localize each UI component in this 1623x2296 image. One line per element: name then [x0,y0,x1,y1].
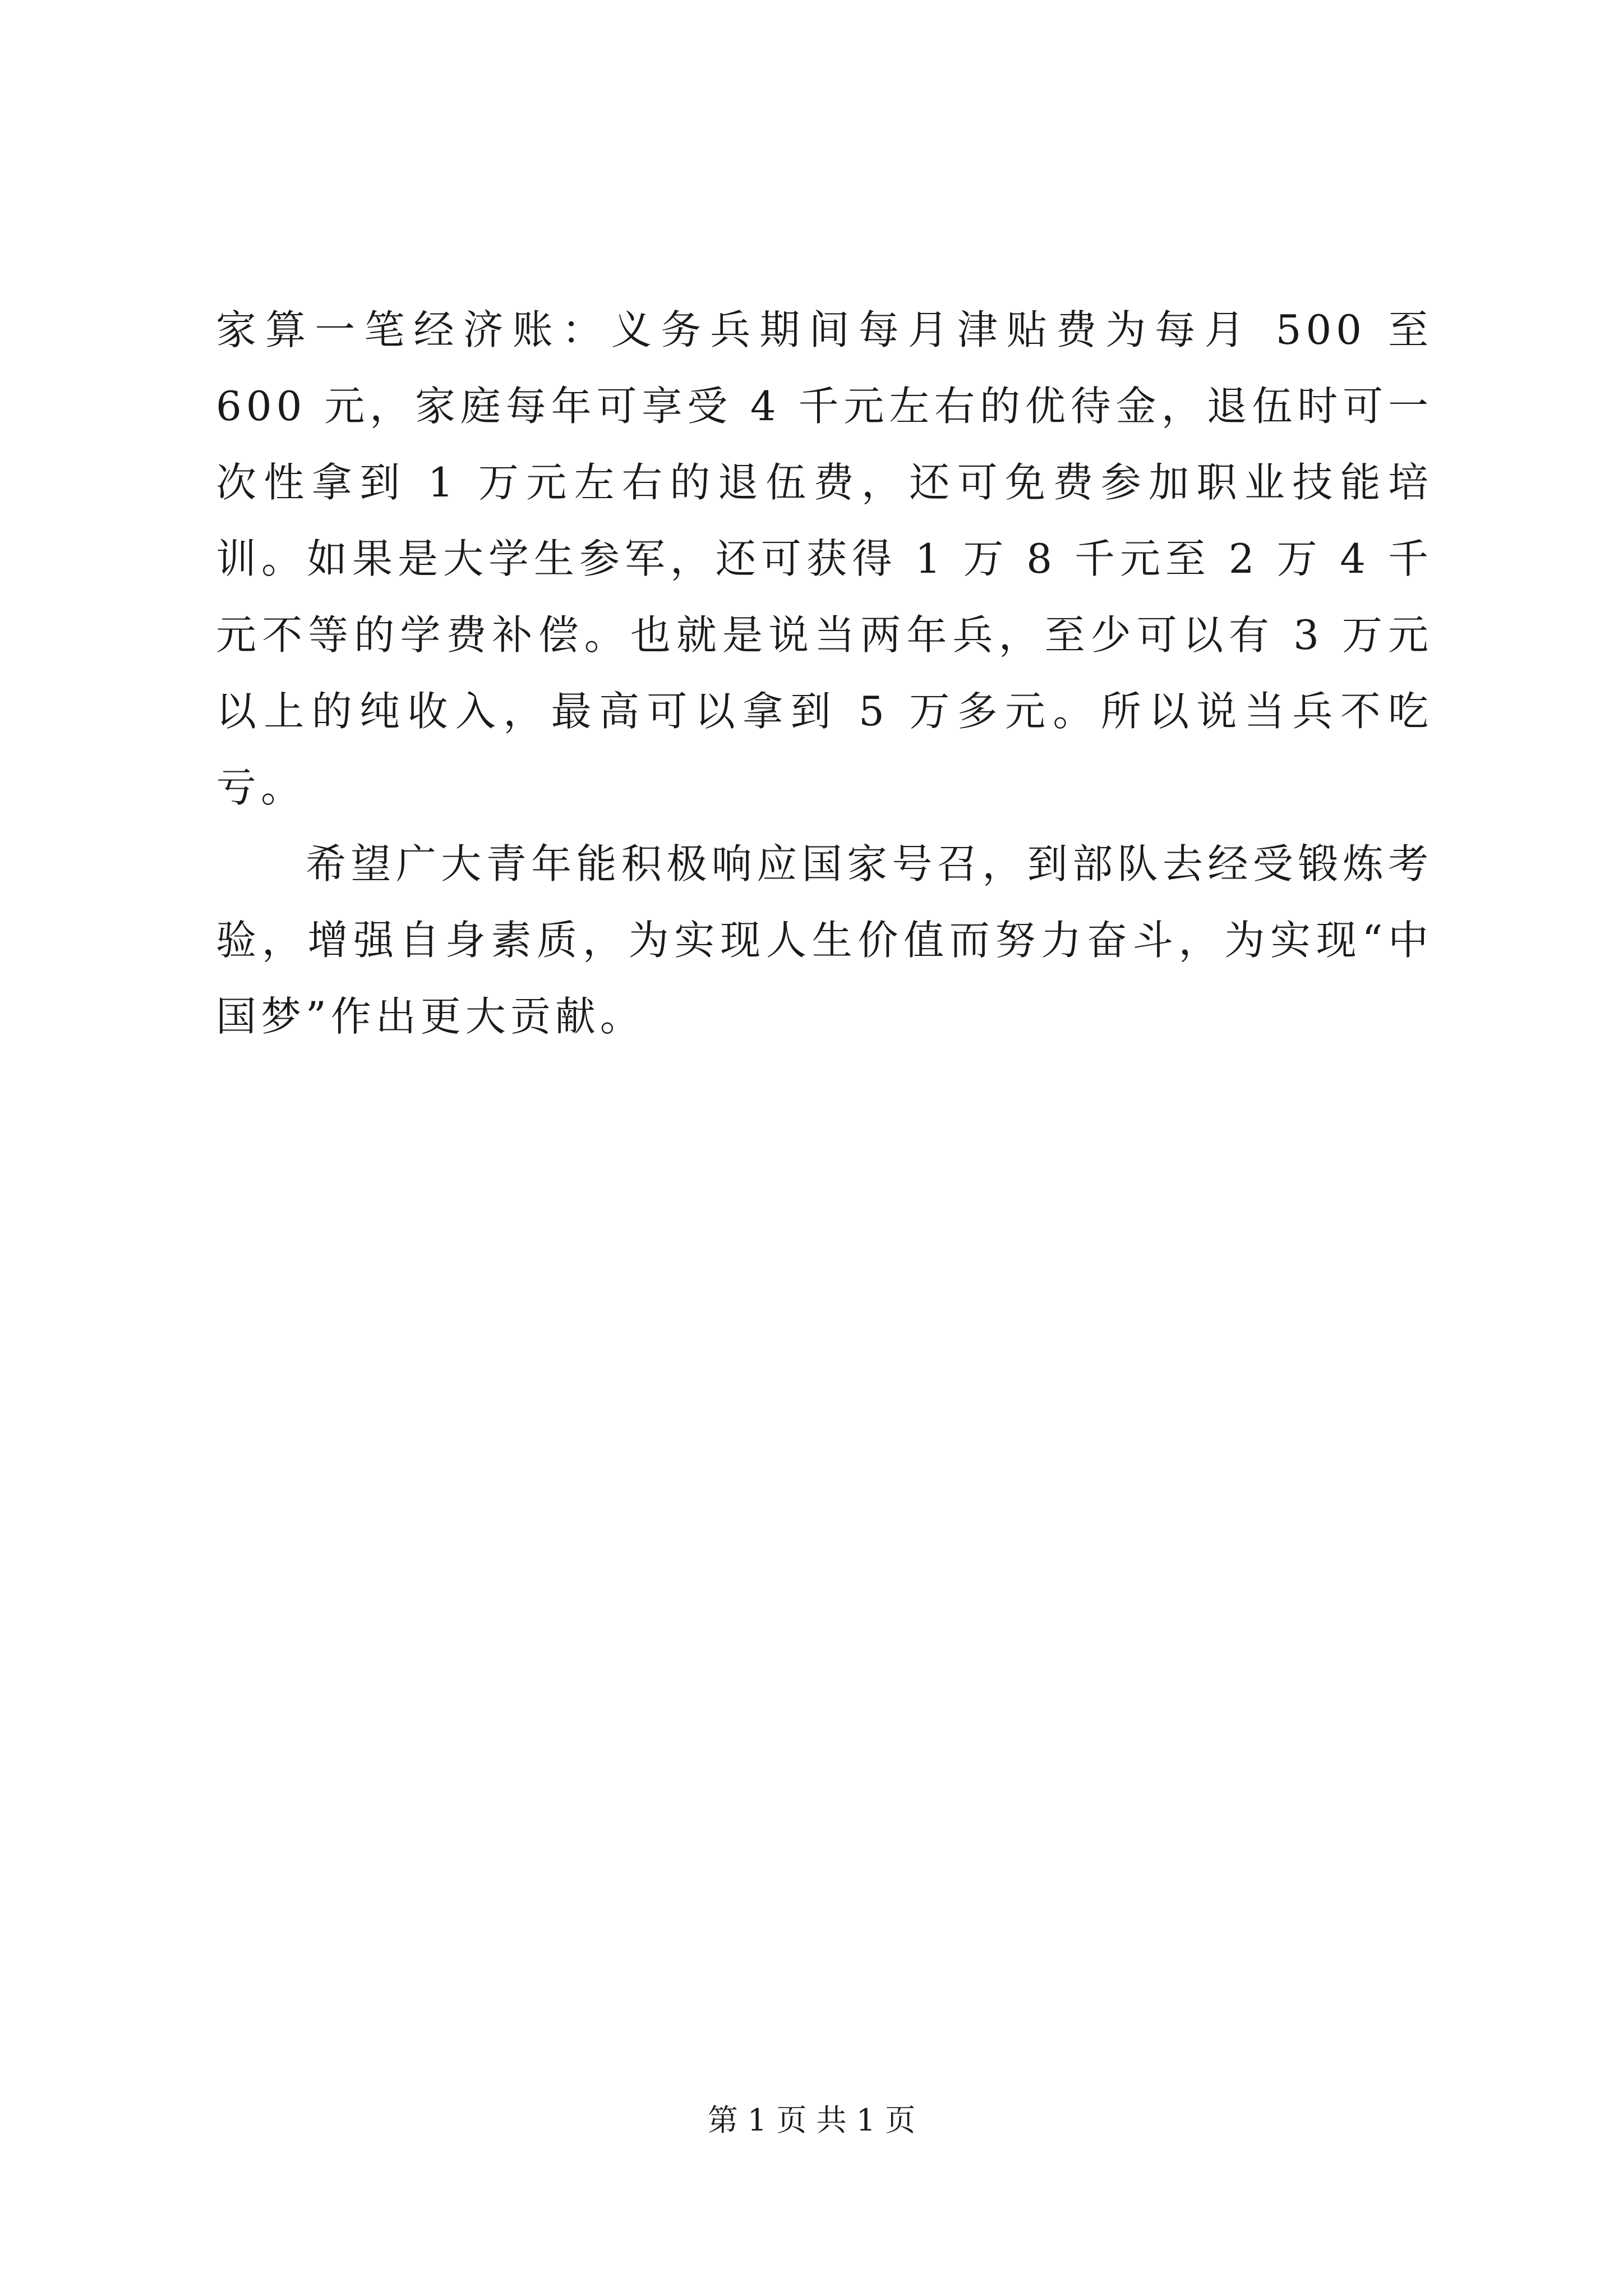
paragraph-economic-account: 家算一笔经济账：义务兵期间每月津贴费为每月 500 至 600 元，家庭每年可享受 4 千元左右的优待金，退伍时可一次性拿到 1 万元左右的退伍费，还可免费参加职业技能培训。如果是大学生参军，还可获得 1 万 8 千元至 2 万 4 千元不等的学费补偿。也就是说当两年兵，至少可以有 3 万元以上的纯收入，最高可以拿到 5 万多元。所以说当兵不吃亏。 [216,306,1433,811]
page-footer: 第 1 页 共 1 页 [707,2102,916,2138]
body-text [216,292,1433,1055]
paragraph-call-to-youth: 希望广大青年能积极响应国家号召，到部队去经受锻炼考验，增强自身素质，为实现人生价值而努力奋斗，为实现“中国梦”作出更大贡献。 [216,840,1433,1040]
